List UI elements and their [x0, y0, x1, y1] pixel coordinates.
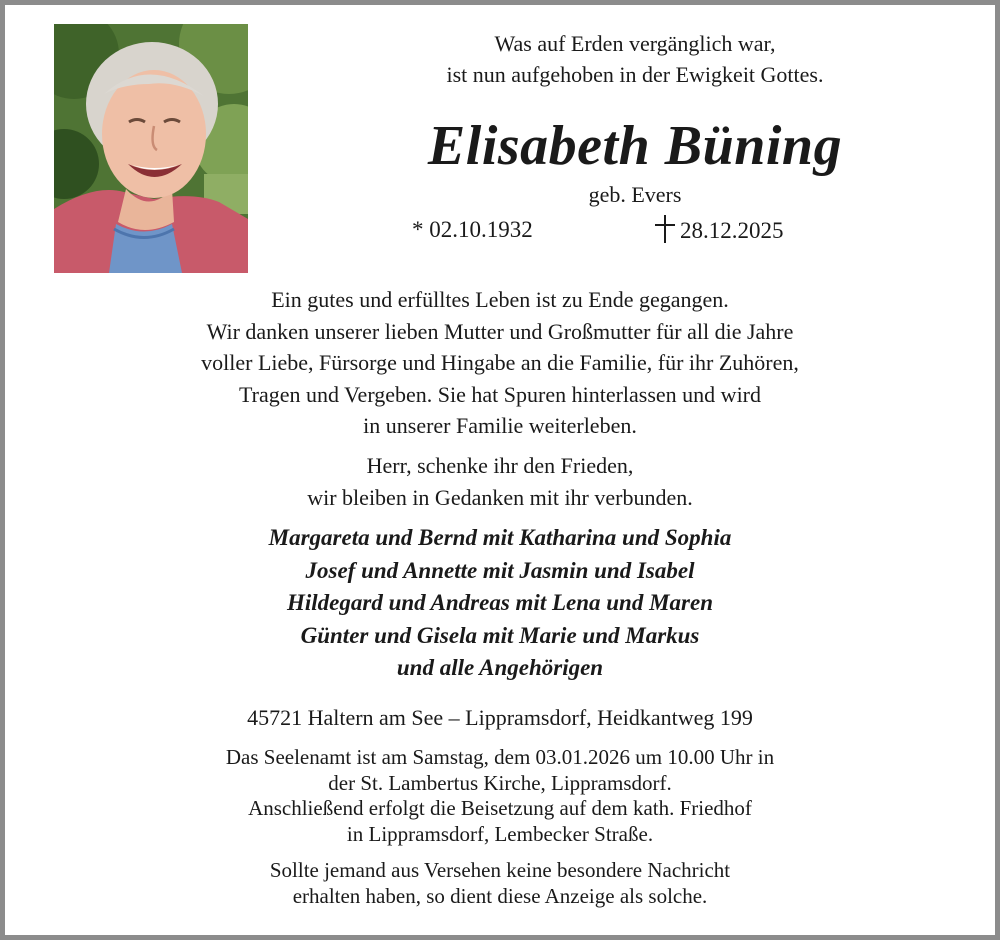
service-info [0, 745, 1000, 847]
family-line: Günter und Gisela mit Marie und Markus [300, 622, 700, 648]
service-line: der St. Lambertus Kirche, Lippramsdorf. [328, 770, 672, 795]
family-line: und alle Angehörigen [396, 655, 604, 680]
family-line: Hildegard und Andreas mit Lena und Maren [286, 590, 713, 615]
service-line: in Lippramsdorf, Lembecker Straße. [346, 821, 654, 846]
family-line: Margareta und Bernd mit Katharina und Sophia [268, 525, 732, 550]
family-line: Josef und Annette mit Jasmin und Isabel [305, 557, 695, 583]
maiden-name: geb. Evers [588, 182, 682, 207]
death-date: 28.12.2025 [680, 218, 784, 243]
family-list [0, 522, 1000, 685]
prayer-text [0, 450, 1000, 514]
memorial-verse [330, 28, 940, 90]
birth-date: * 02.10.1932 [412, 217, 533, 242]
tribute-line: Tragen und Vergeben. Sie hat Spuren hinterlassen und wird [238, 381, 762, 407]
tribute-text [0, 284, 1000, 442]
life-dates [0, 214, 1000, 248]
deceased-name: Elisabeth Büning [427, 115, 843, 177]
death-date-group [654, 214, 784, 247]
prayer-line: wir bleiben in Gedanken mit ihr verbunden. [307, 485, 693, 510]
notice-line: erhalten haben, so dient diese Anzeige als solche. [292, 884, 708, 908]
cross-icon [654, 214, 676, 244]
notice-text [0, 857, 1000, 909]
tribute-line: voller Liebe, Fürsorge und Hingabe an die Familie, für ihr Zuhören, [201, 350, 799, 376]
notice-line: Sollte jemand aus Versehen keine besondere Nachricht [269, 858, 731, 882]
tribute-line: Wir danken unserer lieben Mutter und Großmutter für all die Jahre [206, 318, 794, 344]
tribute-line: Ein gutes und erfülltes Leben ist zu Ende gegangen. [271, 287, 729, 312]
service-line: Das Seelenamt ist am Samstag, dem 03.01.2026 um 10.00 Uhr in [225, 745, 775, 769]
service-line: Anschließend erfolgt die Beisetzung auf dem kath. Friedhof [248, 796, 752, 820]
prayer-line: Herr, schenke ihr den Frieden, [366, 453, 634, 478]
verse-line: Was auf Erden vergänglich war, [494, 31, 776, 56]
mourning-address: 45721 Haltern am See – Lippramsdorf, Heidkantweg 199 [247, 705, 753, 730]
tribute-line: in unserer Familie weiterleben. [363, 413, 637, 439]
verse-line: ist nun aufgehoben in der Ewigkeit Gottes. [446, 62, 824, 87]
